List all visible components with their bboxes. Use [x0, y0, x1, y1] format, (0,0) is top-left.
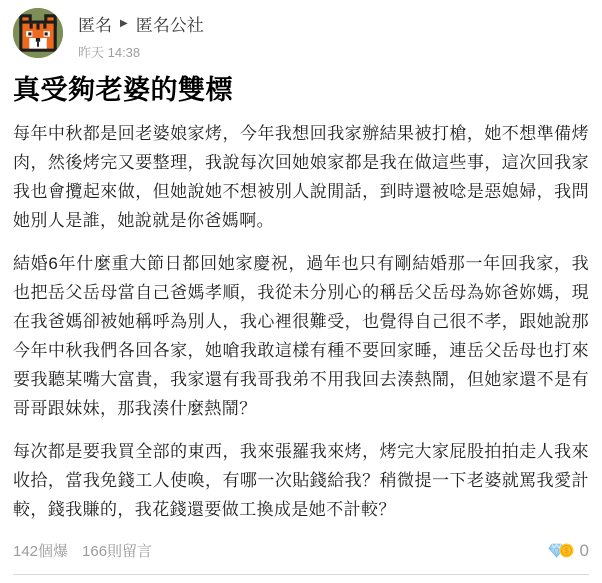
- post-title: 真受夠老婆的雙標: [13, 75, 233, 105]
- footer-divider: [13, 574, 589, 575]
- header-info: [78, 8, 204, 61]
- name-row: [78, 11, 204, 36]
- play-arrow-icon: ▶: [120, 17, 128, 29]
- tiger-avatar[interactable]: [13, 8, 63, 58]
- post-paragraph: 每次都是要我買全部的東西，我來張羅我來烤，烤完大家屁股拍拍走人我來收拾，當我免錢工人使喚，有哪一次貼錢給我？稍微提一下老婆就罵我愛計較，錢我賺的，我花錢還要做工換成是她不計較？: [13, 442, 589, 519]
- gift-icons: [548, 543, 574, 558]
- post-timestamp: 昨天 14:38: [78, 45, 141, 60]
- tiger-avatar-icon: [13, 8, 63, 58]
- post-footer: [13, 540, 589, 561]
- reactions-count[interactable]: 142個爆: [13, 543, 69, 560]
- coin-icon: [559, 543, 574, 558]
- post-header: [13, 8, 589, 61]
- post-paragraph: 結婚6年什麼重大節日都回她家慶祝，過年也只有剛結婚那一年回我家，我也把岳父岳母當自己爸媽孝順，我從未分別心的稱岳父岳母為妳爸妳媽，現在我爸媽卻被她稱呼為別人，我心裡很難受，也覺得自己很不孝，跟她說那今年中秋我們各回各家，她嗆我敢這樣有種不要回家睡，連岳父岳母也打來要我聽某嘴大富貴，我家還有我哥我弟不用我回去湊熱鬧，但她家還不是有哥哥跟妹妹，那我湊什麼熱鬧？: [13, 254, 589, 418]
- comments-count[interactable]: 166則留言: [82, 543, 153, 560]
- gift-area[interactable]: [548, 541, 589, 561]
- post-paragraph: 每年中秋都是回老婆娘家烤，今年我想回我家辦結果被打槍，她不想準備烤肉，然後烤完又要整理，我說每次回她娘家都是我在做這些事，這次回我家我也會攬起來做，但她說她不想被別人說閒話，到時還被唸是惡媳婦，我問她別人是誰，她說就是你爸媽啊。: [13, 124, 589, 230]
- board-name[interactable]: 匿名公社: [135, 16, 204, 35]
- gift-count: 0: [579, 540, 589, 560]
- author-name[interactable]: 匿名: [78, 16, 112, 35]
- footer-stats: [13, 540, 152, 561]
- svg-text:$: $: [563, 545, 569, 556]
